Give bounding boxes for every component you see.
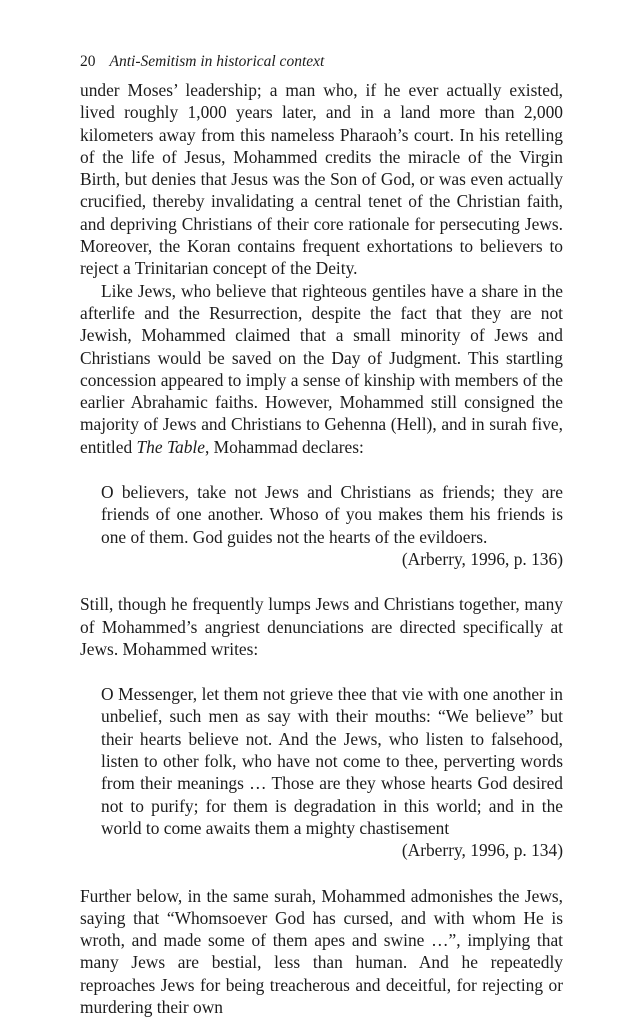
running-head-title: Anti-Semitism in historical context [110, 53, 325, 70]
block-quote-2 [101, 683, 563, 861]
page-number: 20 [80, 53, 96, 70]
surah-title: The Table [137, 437, 205, 457]
paragraph-text: Like Jews, who believe that righteous gentiles have a share in the afterlife and the Resurrection, despite the fact that they are not Jewish, Mohammed claimed that a small minority of Jews and Christians would be saved on the Day of Judgment. This startling concession appeared to imply a sense of kinship with members of the earlier Abrahamic faiths. However, Mohammed still consigned the majority of Jews and Christians to Gehenna (Hell), and in surah five, entitled [80, 281, 563, 457]
paragraph-further-below: Further below, in the same surah, Mohammed admonishes the Jews, saying that “Whomsoever God has cursed, and with whom He is wroth, and made some of them apes and swine …”, implying that many Jews are bestial, less than human. And he repeatedly reproaches Jews for being treacherous and deceitful, for rejecting or murdering their own [80, 885, 563, 1018]
paragraph-text: , Mohammad declares: [205, 437, 364, 457]
paragraph-continued: under Moses’ leadership; a man who, if he ever actually existed, lived roughly 1,000 years later, and in a land more than 2,000 kilometers away from this nameless Pharaoh’s court. In his retelling of the life of Jesus, Mohammed credits the miracle of the Virgin Birth, but denies that Jesus was the Son of God, or was even actually crucified, thereby invalidating a central tenet of the Christian faith, and depriving Christians of their core rationale for persecuting Jews. Moreover, the Koran contains frequent exhortations to believers to reject a Trinitarian concept of the Deity. [80, 79, 563, 280]
running-head [80, 52, 324, 72]
paragraph-like-jews [80, 280, 563, 458]
quote-text: O Messenger, let them not grieve thee that vie with one another in unbelief, such men as say with their mouths: “We believe” but their hearts believe not. And the Jews, who listen to falsehood, listen to other folk, who have not come to thee, perverting words from their meanings … Those are they whose hearts God desired not to purify; for them is degradation in this world; and in the world to come awaits them a mighty chastisement [101, 683, 563, 839]
body-text [80, 79, 563, 1018]
quote-text: O believers, take not Jews and Christians as friends; they are friends of one another. Whoso of you makes them his friends is one of them. God guides not the hearts of the evildoers. [101, 481, 563, 548]
paragraph-still: Still, though he frequently lumps Jews and Christians together, many of Mohammed’s angriest denunciations are directed specifically at Jews. Mohammed writes: [80, 593, 563, 660]
quote-citation: (Arberry, 1996, p. 134) [101, 839, 563, 861]
quote-citation: (Arberry, 1996, p. 136) [101, 548, 563, 570]
block-quote-1 [101, 481, 563, 570]
